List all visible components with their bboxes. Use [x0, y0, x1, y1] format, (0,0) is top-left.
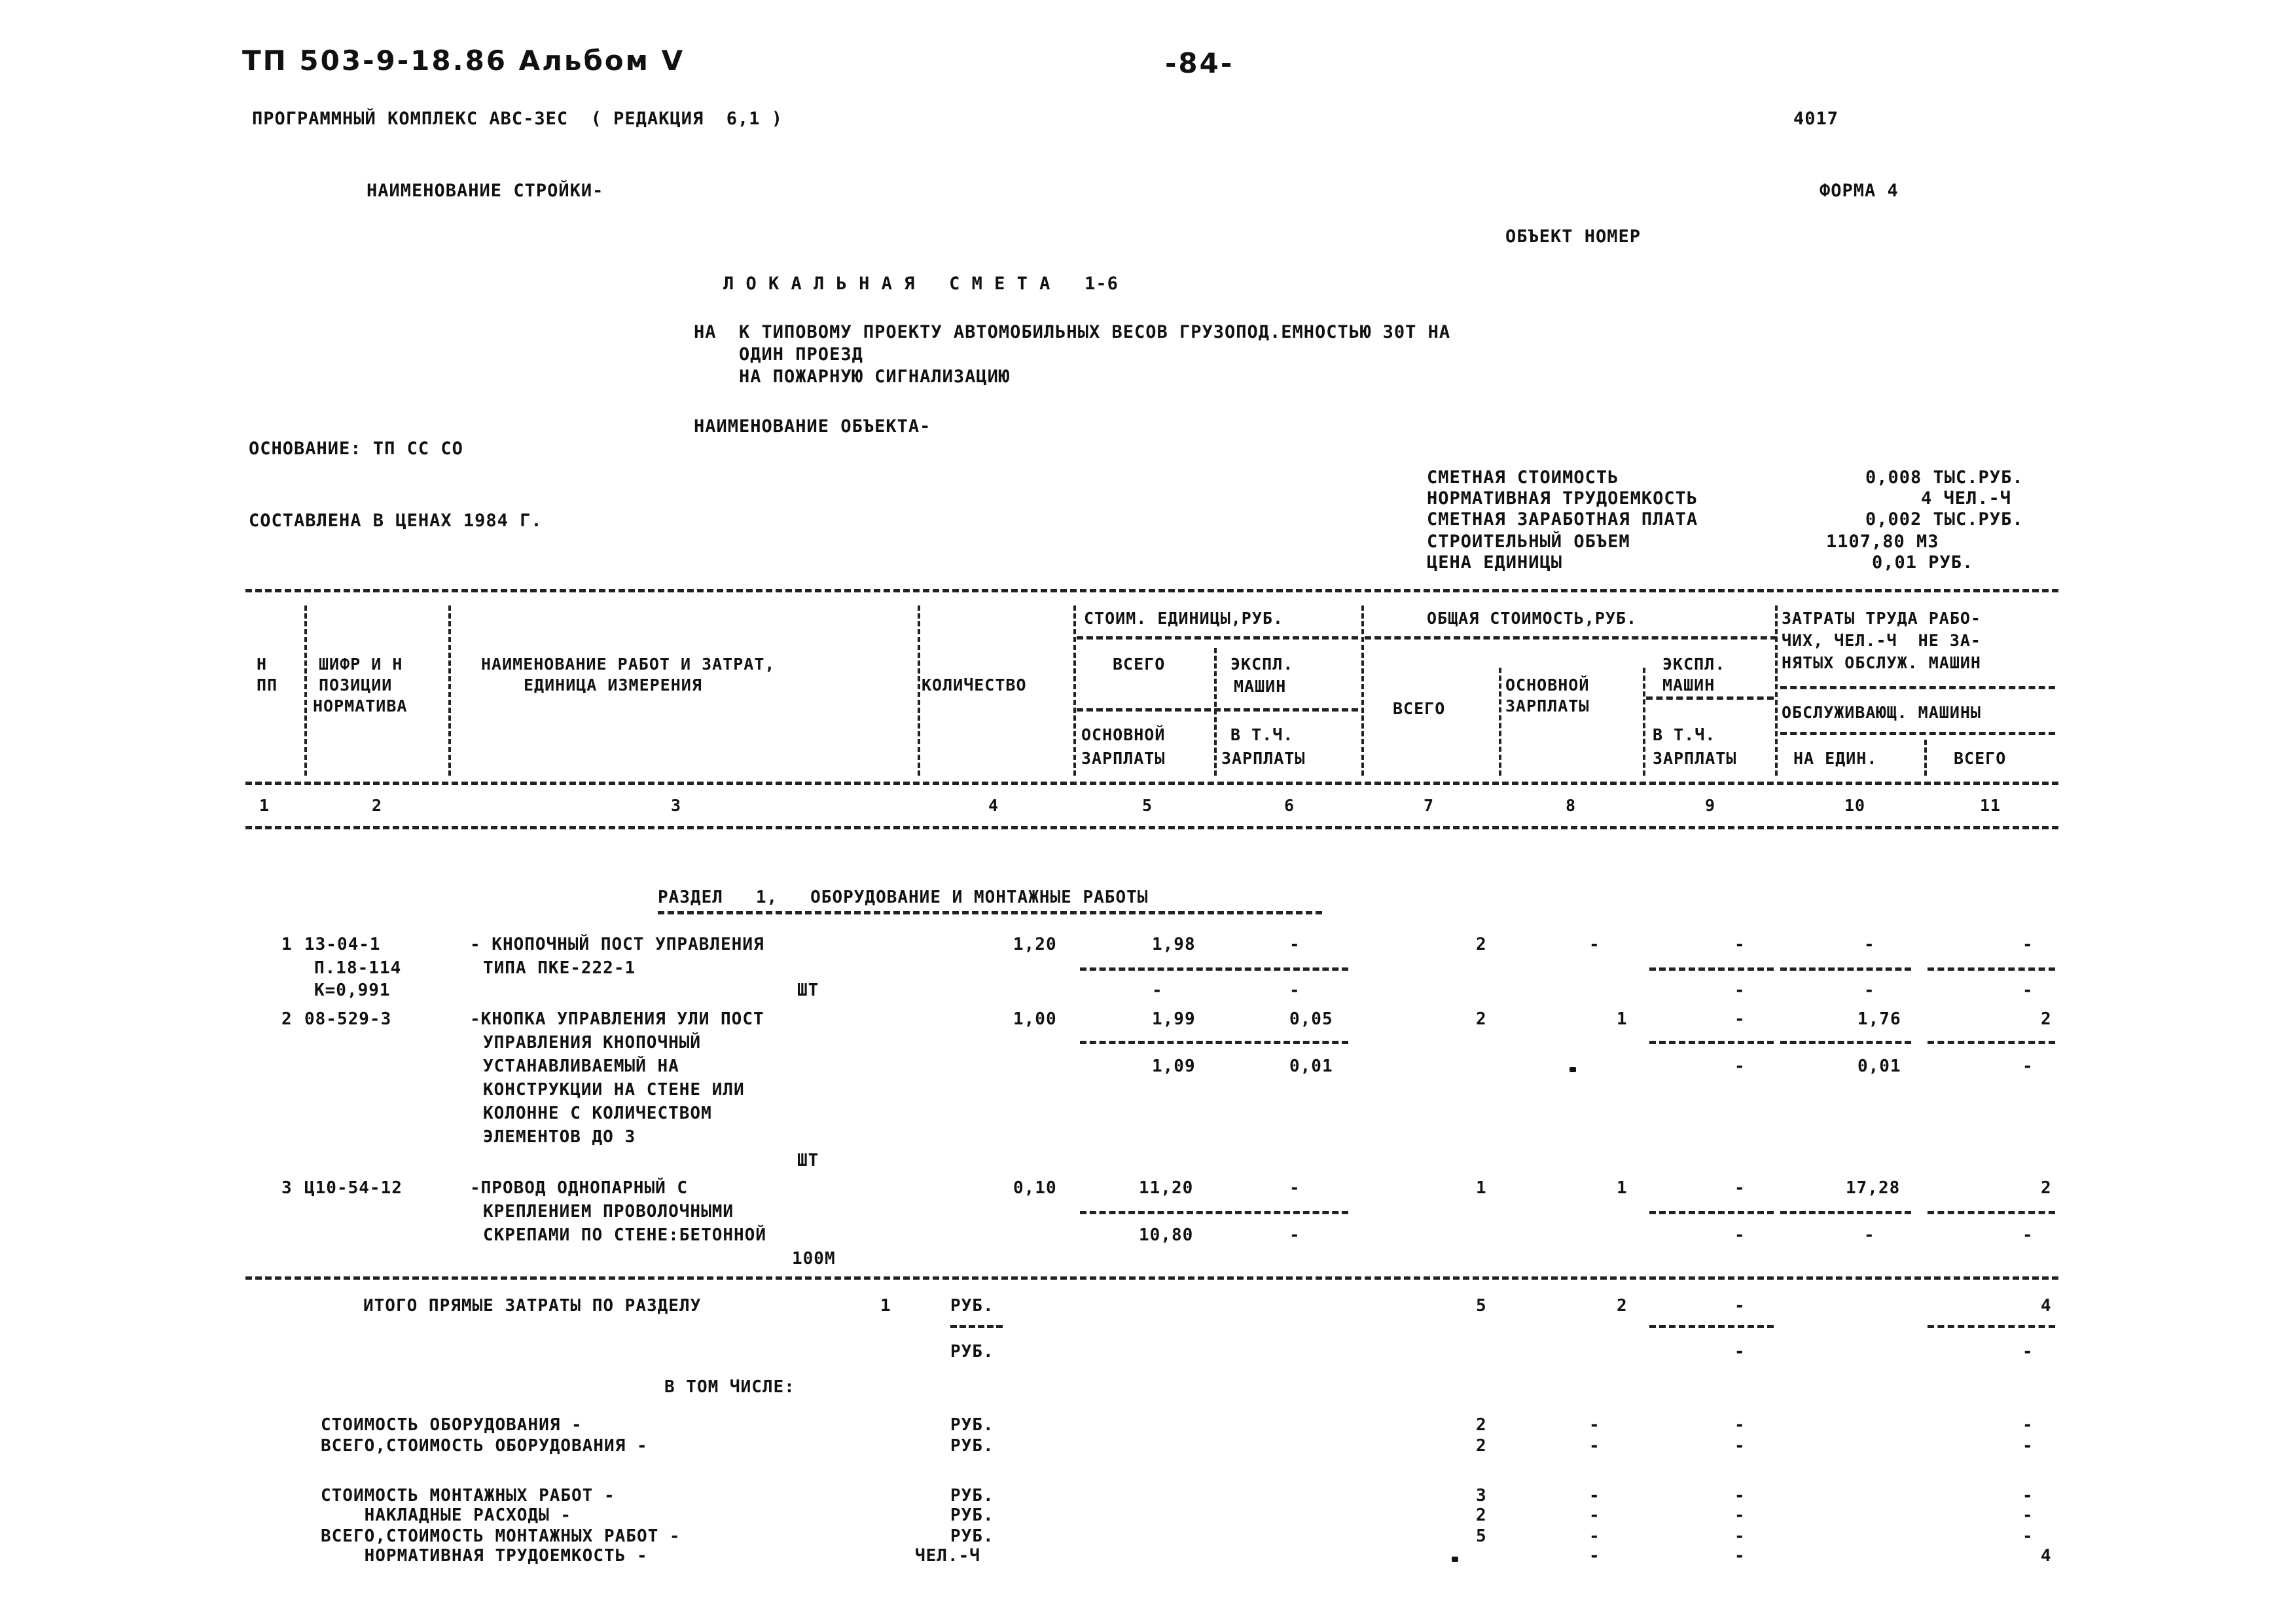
item-total: 2	[1476, 935, 1487, 954]
item-subrule	[1080, 1211, 1348, 1214]
col-qty-header: КОЛИЧЕСТВО	[922, 676, 1027, 695]
item-unit-total: 11,20	[1139, 1178, 1194, 1198]
direct-costs-labor-2: -	[2022, 1342, 2034, 1362]
item-total-machines-pay: -	[1734, 1056, 1746, 1076]
section-title-underline	[658, 911, 1322, 914]
direct-costs-subrule	[1928, 1325, 2055, 1328]
labor-group-header-2: ЧИХ, ЧЕЛ.-Ч НЕ ЗА-	[1782, 631, 1981, 650]
item-unit-machines: -	[1289, 935, 1300, 954]
totals-row-unit: ЧЕЛ.-Ч	[915, 1546, 980, 1566]
total-machines-pay-header-2: ЗАРПЛАТЫ	[1653, 749, 1737, 768]
item-quantity: 1,00	[1013, 1009, 1057, 1029]
item-unit-machines: -	[1289, 1178, 1300, 1198]
header-bottom-rule	[245, 782, 2058, 785]
item-name: ЭЛЕМЕНТОВ ДО 3	[483, 1127, 636, 1147]
summary-label: НОРМАТИВНАЯ ТРУДОЕМКОСТЬ	[1427, 488, 1698, 509]
item-labor-unit-2: -	[1864, 1225, 1875, 1245]
site-name-label: НАИМЕНОВАНИЕ СТРОЙКИ-	[367, 181, 604, 201]
col-code-header: ШИФР И Н	[319, 655, 403, 674]
item-labor-total: 2	[2041, 1009, 2052, 1029]
item-total-machines-pay: -	[1734, 981, 1746, 1000]
column-number: 6	[1284, 796, 1295, 815]
summary-label: ЦЕНА ЕДИНИЦЫ	[1427, 552, 1563, 573]
totals-row-pay: -	[1589, 1526, 1600, 1546]
col-name-header-2: ЕДИНИЦА ИЗМЕРЕНИЯ	[524, 676, 702, 695]
totals-row-label: СТОИМОСТЬ ОБОРУДОВАНИЯ -	[321, 1415, 583, 1435]
column-separator	[1214, 648, 1217, 776]
totals-row-machines: -	[1734, 1415, 1746, 1435]
estimate-subject-3: НА ПОЖАРНУЮ СИГНАЛИЗАЦИЮ	[694, 367, 1011, 387]
direct-costs-label: ИТОГО ПРЯМЫЕ ЗАТРАТЫ ПО РАЗДЕЛУ	[363, 1296, 702, 1316]
item-labor-unit-2: 0,01	[1857, 1056, 1901, 1076]
prices-line: СОСТАВЛЕНА В ЦЕНАХ 1984 Г.	[249, 511, 543, 531]
col-name-header: НАИМЕНОВАНИЕ РАБОТ И ЗАТРАТ,	[481, 655, 776, 674]
summary-value: 0,002 ТЫС.РУБ.	[1865, 509, 2024, 530]
item-code: 13-04-1	[304, 935, 381, 954]
machines-rule	[1646, 696, 1774, 700]
unit-machines-pay-header: В Т.Ч.	[1230, 725, 1294, 744]
item-subrule	[1780, 1211, 1911, 1214]
estimate-title: Л О К А Л Ь Н А Я С М Е Т А 1-6	[723, 274, 1119, 294]
labor-service-header: ОБСЛУЖИВАЮЩ. МАШИНЫ	[1782, 703, 1981, 722]
summary-value: 1107,80 М3	[1826, 532, 1939, 552]
item-total-base-pay: 1	[1617, 1009, 1628, 1029]
blank-mark	[1452, 1557, 1458, 1562]
totals-row-label: НОРМАТИВНАЯ ТРУДОЕМКОСТЬ -	[321, 1546, 648, 1566]
software-line: ПРОГРАММНЫЙ КОМПЛЕКС АВС-3ЕС ( РЕДАКЦИЯ 6,1 )	[252, 109, 783, 129]
totals-row-unit: РУБ.	[950, 1486, 994, 1506]
unit-base-pay-header-2: ЗАРПЛАТЫ	[1081, 749, 1166, 768]
column-separator	[1643, 668, 1645, 776]
totals-row-labor: -	[2022, 1526, 2034, 1546]
direct-costs-subrule	[1649, 1325, 1774, 1328]
object-name-label: НАИМЕНОВАНИЕ ОБЪЕКТА-	[694, 416, 931, 437]
item-subrule	[1928, 1041, 2055, 1044]
column-number: 7	[1424, 796, 1435, 815]
item-labor-total: 2	[2041, 1178, 2052, 1198]
column-number: 1	[259, 796, 270, 815]
item-name: -КНОПКА УПРАВЛЕНИЯ УЛИ ПОСТ	[470, 1009, 764, 1029]
totals-row-pay: -	[1589, 1546, 1600, 1566]
column-separator	[448, 605, 451, 776]
total-machines-pay-header: В Т.Ч.	[1653, 725, 1716, 744]
item-total-machines: -	[1734, 1009, 1746, 1029]
item-labor-unit-2: -	[1864, 981, 1875, 1000]
labor-unit-header: НА ЕДИН.	[1793, 749, 1878, 768]
unit-base-pay-header: ОСНОВНОЙ	[1081, 725, 1166, 744]
column-separator	[1924, 740, 1927, 776]
totals-row-unit: РУБ.	[950, 1526, 994, 1546]
column-separator	[1775, 605, 1778, 776]
total-base-pay-header-2: ЗАРПЛАТЫ	[1505, 696, 1590, 715]
item-subrule	[1928, 967, 2055, 971]
unit-total-header: ВСЕГО	[1113, 655, 1166, 674]
item-unit-total: 1,99	[1152, 1009, 1196, 1029]
column-number: 3	[671, 796, 682, 815]
page-number: -84-	[1165, 47, 1234, 79]
column-separator	[304, 605, 307, 776]
item-unit-machines: 0,05	[1289, 1009, 1333, 1029]
direct-costs-unit-2: РУБ.	[950, 1342, 994, 1362]
unit-cost-rule-2	[1077, 708, 1358, 712]
direct-costs-machines: -	[1734, 1296, 1746, 1316]
item-name: УПРАВЛЕНИЯ КНОПОЧНЫЙ	[483, 1033, 702, 1053]
summary-value: 0,008 ТЫС.РУБ.	[1865, 467, 2024, 488]
item-name: УСТАНАВЛИВАЕМЫЙ НА	[483, 1056, 679, 1076]
item-total-machines: -	[1734, 1178, 1746, 1198]
item-labor-total-2: -	[2022, 981, 2034, 1000]
totals-row-unit: РУБ.	[950, 1506, 994, 1525]
total-machines-header: ЭКСПЛ.	[1662, 655, 1726, 674]
item-total: 1	[1476, 1178, 1487, 1198]
item-name: КОНСТРУКЦИИ НА СТЕНЕ ИЛИ	[483, 1080, 745, 1100]
totals-row-pay: -	[1589, 1486, 1600, 1506]
totals-row-total: 2	[1476, 1415, 1487, 1435]
item-total-base-pay: -	[1589, 935, 1600, 954]
col-code-header-2: ПОЗИЦИИ	[319, 676, 393, 695]
item-subrule	[1780, 1041, 1911, 1044]
item-subrule	[1928, 1211, 2055, 1214]
item-total-machines-pay: -	[1734, 1225, 1746, 1245]
item-quantity: 1,20	[1013, 935, 1057, 954]
item-total: 2	[1476, 1009, 1487, 1029]
totals-row-machines: -	[1734, 1526, 1746, 1546]
including-label: В ТОМ ЧИСЛЕ:	[664, 1377, 795, 1397]
col-n-header-2: ПП	[257, 676, 278, 695]
totals-row-machines: -	[1734, 1486, 1746, 1506]
item-code: К=0,991	[314, 981, 391, 1000]
item-subrule	[1649, 1211, 1774, 1214]
section-title: РАЗДЕЛ 1, ОБОРУДОВАНИЕ И МОНТАЖНЫЕ РАБОТЫ	[658, 888, 1149, 907]
totals-row-machines: -	[1734, 1546, 1746, 1566]
totals-row-labor: -	[2022, 1506, 2034, 1525]
item-name: -ПРОВОД ОДНОПАРНЫЙ С	[470, 1178, 689, 1198]
item-labor-unit: 17,28	[1846, 1178, 1901, 1198]
section-end-rule	[245, 1276, 2058, 1280]
table-top-rule	[245, 589, 2058, 592]
item-total-machines: -	[1734, 935, 1746, 954]
blank-mark	[1570, 1067, 1576, 1072]
column-number: 4	[988, 796, 999, 815]
totals-row-total: 5	[1476, 1526, 1487, 1546]
item-code: 08-529-3	[304, 1009, 392, 1029]
totals-row-pay: -	[1589, 1506, 1600, 1525]
totals-row-labor: 4	[2041, 1546, 2052, 1566]
item-labor-total-2: -	[2022, 1225, 2034, 1245]
item-number: 1	[281, 935, 293, 954]
summary-label: СМЕТНАЯ СТОИМОСТЬ	[1427, 467, 1619, 488]
item-total-base-pay: 1	[1617, 1178, 1628, 1198]
item-labor-unit: 1,76	[1857, 1009, 1901, 1029]
document-code: 4017	[1793, 109, 1839, 129]
totals-row-total: 3	[1476, 1486, 1487, 1506]
summary-value: 0,01 РУБ.	[1872, 552, 1974, 573]
totals-row-label: НАКЛАДНЫЕ РАСХОДЫ -	[321, 1506, 572, 1525]
col-code-header-3: НОРМАТИВА	[313, 696, 408, 715]
item-name: - КНОПОЧНЫЙ ПОСТ УПРАВЛЕНИЯ	[470, 935, 764, 954]
totals-row-label: ВСЕГО,СТОИМОСТЬ МОНТАЖНЫХ РАБОТ -	[321, 1526, 681, 1546]
item-unit-base-pay: -	[1152, 981, 1163, 1000]
totals-row-unit: РУБ.	[950, 1436, 994, 1456]
labor-total-header: ВСЕГО	[1954, 749, 2007, 768]
unit-cost-group-header: СТОИМ. ЕДИНИЦЫ,РУБ.	[1084, 609, 1283, 628]
col-n-header: Н	[257, 655, 268, 674]
summary-value: 4 ЧЕЛ.-Ч	[1921, 488, 2012, 509]
direct-costs-unit: РУБ.	[950, 1296, 994, 1316]
item-code: Ц10-54-12	[304, 1178, 403, 1198]
direct-costs-labor: 4	[2041, 1296, 2052, 1316]
column-separator	[1073, 605, 1076, 776]
direct-costs-machines-pay: -	[1734, 1342, 1746, 1362]
item-subrule	[1780, 967, 1911, 971]
column-number: 5	[1142, 796, 1153, 815]
totals-row-machines: -	[1734, 1436, 1746, 1456]
labor-group-header: ЗАТРАТЫ ТРУДА РАБО-	[1782, 609, 1981, 628]
item-unit-machines-pay: -	[1289, 1225, 1300, 1245]
totals-row-labor: -	[2022, 1486, 2034, 1506]
form-label: ФОРМА 4	[1820, 181, 1899, 201]
unit-machines-header-2: МАШИН	[1234, 677, 1287, 696]
item-subrule	[1080, 1041, 1348, 1044]
item-name: ТИПА ПКЕ-222-1	[483, 958, 636, 978]
item-number: 2	[281, 1009, 293, 1029]
item-unit-total: 1,98	[1152, 935, 1196, 954]
totals-row-machines: -	[1734, 1506, 1746, 1525]
totals-row-total: 2	[1476, 1436, 1487, 1456]
item-unit-base-pay: 10,80	[1139, 1225, 1194, 1245]
object-number-label: ОБЪЕКТ НОМЕР	[1505, 226, 1641, 247]
item-subrule	[1080, 967, 1348, 971]
totals-row-total: 2	[1476, 1506, 1487, 1525]
column-separator	[918, 605, 920, 776]
total-machines-header-2: МАШИН	[1662, 676, 1715, 695]
item-name: КОЛОННЕ С КОЛИЧЕСТВОМ	[483, 1104, 712, 1123]
totals-row-label: СТОИМОСТЬ МОНТАЖНЫХ РАБОТ -	[321, 1486, 615, 1506]
unit-machines-pay-header-2: ЗАРПЛАТЫ	[1221, 749, 1306, 768]
item-quantity: 0,10	[1013, 1178, 1057, 1198]
totals-row-pay: -	[1589, 1415, 1600, 1435]
direct-costs-base-pay: 2	[1617, 1296, 1628, 1316]
basis-line: ОСНОВАНИЕ: ТП СС СО	[249, 439, 463, 459]
column-number: 10	[1844, 796, 1866, 815]
item-unit-machines-pay: 0,01	[1289, 1056, 1333, 1076]
column-number: 8	[1566, 796, 1577, 815]
estimate-subject-2: ОДИН ПРОЕЗД	[694, 344, 863, 365]
item-labor-unit: -	[1864, 935, 1875, 954]
album-reference: ТП 503-9-18.86 Альбом V	[242, 45, 685, 77]
unit-machines-header: ЭКСПЛ.	[1230, 655, 1294, 674]
direct-costs-section: 1	[880, 1296, 891, 1316]
column-number: 9	[1705, 796, 1716, 815]
total-cost-group-header: ОБЩАЯ СТОИМОСТЬ,РУБ.	[1427, 609, 1638, 628]
labor-group-header-3: НЯТЫХ ОБСЛУЖ. МАШИН	[1782, 653, 1981, 672]
column-number: 2	[372, 796, 383, 815]
summary-label: СМЕТНАЯ ЗАРАБОТНАЯ ПЛАТА	[1427, 509, 1698, 530]
column-number: 11	[1980, 796, 2001, 815]
estimate-subject-1: НА К ТИПОВОМУ ПРОЕКТУ АВТОМОБИЛЬНЫХ ВЕСОВ ГРУЗОПОД.ЕМНОСТЬЮ 30Т НА	[694, 322, 1451, 342]
totals-row-labor: -	[2022, 1415, 2034, 1435]
item-subrule	[1649, 1041, 1774, 1044]
total-cost-rule	[1365, 636, 1777, 640]
item-name: КРЕПЛЕНИЕМ ПРОВОЛОЧНЫМИ	[483, 1202, 734, 1221]
column-separator	[1361, 605, 1364, 776]
item-name: СКРЕПАМИ ПО СТЕНЕ:БЕТОННОЙ	[483, 1225, 766, 1245]
item-unit: ШТ	[797, 1151, 819, 1170]
totals-row-labor: -	[2022, 1436, 2034, 1456]
total-base-pay-header: ОСНОВНОЙ	[1505, 676, 1590, 695]
item-unit-machines-pay: -	[1289, 981, 1300, 1000]
totals-row-label: ВСЕГО,СТОИМОСТЬ ОБОРУДОВАНИЯ -	[321, 1436, 648, 1456]
totals-row-pay: -	[1589, 1436, 1600, 1456]
item-labor-total: -	[2022, 935, 2034, 954]
column-numbers-rule	[245, 826, 2058, 829]
column-separator	[1499, 668, 1501, 776]
summary-label: СТРОИТЕЛЬНЫЙ ОБЪЕМ	[1427, 532, 1630, 552]
item-code: П.18-114	[314, 958, 402, 978]
direct-costs-total: 5	[1476, 1296, 1487, 1316]
labor-rule-2	[1780, 732, 2055, 735]
labor-rule-1	[1780, 686, 2055, 689]
item-unit-base-pay: 1,09	[1152, 1056, 1196, 1076]
totals-row-unit: РУБ.	[950, 1415, 994, 1435]
total-all-header: ВСЕГО	[1393, 699, 1446, 718]
item-unit: 100М	[792, 1249, 836, 1269]
item-labor-total-2: -	[2022, 1056, 2034, 1076]
unit-cost-rule	[1077, 636, 1358, 640]
item-unit: ШТ	[797, 981, 819, 1000]
item-number: 3	[281, 1178, 293, 1198]
direct-costs-subrule	[950, 1325, 1003, 1328]
item-subrule	[1649, 967, 1774, 971]
